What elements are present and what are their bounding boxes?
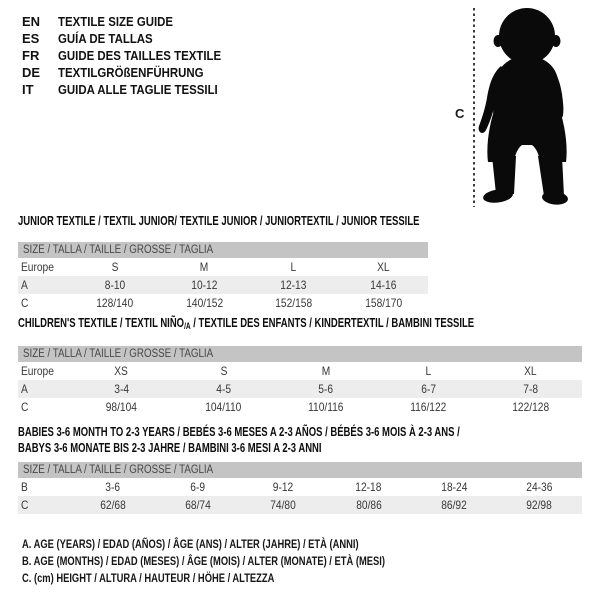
cell: XL bbox=[524, 364, 538, 378]
babies-title-line1: BABIES 3-6 MONTH TO 2-3 YEARS / BEBÉS 3-6 MESES A 2-3 AÑOS / BÉBÉS 3-6 MOIS À 2-3 ANS / bbox=[18, 424, 460, 439]
lang-code: EN bbox=[22, 14, 41, 29]
size-header-bar bbox=[18, 242, 428, 258]
lang-code: FR bbox=[22, 48, 40, 63]
cell: 122/128 bbox=[512, 400, 550, 414]
cell: 14-16 bbox=[370, 278, 397, 292]
cell: L bbox=[290, 260, 297, 274]
cell: 68/74 bbox=[185, 498, 211, 512]
lang-code: DE bbox=[22, 65, 41, 80]
babies-title-line2: BABYS 3-6 MONATE BIS 2-3 JAHRE / BAMBINI 3-6 MESI A 2-3 ANNI bbox=[18, 440, 322, 455]
size-header-text: SIZE / TALLA / TAILLE / GRÖSSE / TAGLIA bbox=[23, 464, 214, 476]
lang-title: TEXTILE SIZE GUIDE bbox=[58, 14, 174, 29]
table-row-c bbox=[18, 294, 428, 312]
footnote-c: C. (cm) HEIGHT / ALTURA / HAUTEUR / HÖHE / ALTEZZA bbox=[22, 571, 275, 585]
cell: 152/158 bbox=[275, 296, 313, 310]
cell: 128/140 bbox=[96, 296, 134, 310]
row-label: C bbox=[21, 400, 29, 414]
table-row-c bbox=[18, 496, 582, 514]
row-label: Europe bbox=[21, 364, 54, 378]
lang-row-de bbox=[22, 64, 243, 81]
lang-title: GUIDE DES TAILLES TEXTILE bbox=[58, 48, 222, 63]
footnote-a: A. AGE (YEARS) / EDAD (AÑOS) / ÂGE (ANS) / ALTER (JAHRE) / ETÀ (ANNI) bbox=[22, 537, 359, 551]
baby-silhouette-icon bbox=[465, 6, 577, 210]
lang-row-it bbox=[22, 81, 243, 98]
cell: 104/110 bbox=[205, 400, 242, 414]
cell: 116/122 bbox=[410, 400, 447, 414]
cell: 4-5 bbox=[216, 382, 231, 396]
cell: XS bbox=[114, 364, 129, 378]
junior-size-table bbox=[18, 242, 428, 312]
cell: M bbox=[200, 260, 209, 274]
cell: 8-10 bbox=[104, 278, 125, 292]
cell: 7-8 bbox=[523, 382, 539, 396]
cell: M bbox=[321, 364, 331, 378]
table-row-c bbox=[18, 398, 582, 416]
size-header-bar bbox=[18, 462, 582, 478]
lang-row-es bbox=[22, 30, 243, 47]
footnotes bbox=[22, 536, 487, 587]
cell: 74/80 bbox=[270, 498, 297, 512]
cell: 3-6 bbox=[105, 480, 121, 494]
table-row-europe bbox=[18, 258, 428, 276]
row-label: C bbox=[21, 296, 29, 310]
table-row-a bbox=[18, 276, 428, 294]
children-table-title-text: CHILDREN'S TEXTILE / TEXTIL $NIÑO_{/A}$ / TEXTILE DES ENFANTS / KINDERTEXTIL / BAMBINI TESSILE bbox=[18, 315, 475, 331]
cell: 5-6 bbox=[318, 382, 334, 396]
row-label: C bbox=[21, 498, 29, 512]
table-row-europe bbox=[18, 362, 582, 380]
title-subscript: /A bbox=[184, 321, 191, 331]
cell: 92/98 bbox=[526, 498, 553, 512]
babies-size-table bbox=[18, 462, 582, 514]
cell: 18-24 bbox=[440, 480, 468, 494]
table-row-b bbox=[18, 478, 582, 496]
cell: 3-4 bbox=[113, 382, 129, 396]
lang-title: GUÍA DE TALLAS bbox=[58, 31, 153, 46]
cell: 110/116 bbox=[308, 400, 344, 414]
lang-code: IT bbox=[22, 82, 34, 97]
cell: 9-12 bbox=[273, 480, 294, 494]
cell: 140/152 bbox=[185, 296, 223, 310]
cell: 158/170 bbox=[364, 296, 402, 310]
children-size-table bbox=[18, 346, 582, 416]
lang-code: ES bbox=[22, 31, 40, 46]
row-label: Europe bbox=[21, 260, 54, 274]
language-title-list bbox=[22, 13, 243, 98]
cell: 12-18 bbox=[355, 480, 382, 494]
cell: XL bbox=[377, 260, 390, 274]
lang-row-en bbox=[22, 13, 243, 30]
lang-row-fr bbox=[22, 47, 243, 64]
row-label: B bbox=[21, 480, 28, 494]
cell: 80/86 bbox=[355, 498, 382, 512]
lang-title: TEXTILGRÖßENFÜHRUNG bbox=[58, 65, 204, 80]
row-label: A bbox=[21, 278, 28, 292]
cell: 10-12 bbox=[191, 278, 218, 292]
lang-title: GUIDA ALLE TAGLIE TESSILI bbox=[58, 82, 218, 97]
cell: 6-9 bbox=[190, 480, 206, 494]
cell: 24-36 bbox=[526, 480, 553, 494]
children-table-title bbox=[18, 315, 600, 331]
cell: S bbox=[220, 364, 228, 378]
size-header-text: SIZE / TALLA / TAILLE / GRÖSSE / TAGLIA bbox=[23, 244, 214, 256]
cell: 98/104 bbox=[105, 400, 137, 414]
row-label: A bbox=[21, 382, 28, 396]
cell: 86/92 bbox=[441, 498, 467, 512]
babies-table-title bbox=[18, 424, 600, 456]
cell: L bbox=[425, 364, 432, 378]
size-header-text: SIZE / TALLA / TAILLE / GRÖSSE / TAGLIA bbox=[23, 348, 214, 360]
height-measure-label: C bbox=[455, 106, 465, 121]
cell: 62/68 bbox=[99, 498, 126, 512]
cell: 6-7 bbox=[421, 382, 436, 396]
junior-table-title bbox=[18, 213, 568, 228]
cell: S bbox=[111, 260, 119, 274]
footnote-b: B. AGE (MONTHS) / EDAD (MESES) / ÂGE (MOIS) / ALTER (MONATE) / ETÀ (MESI) bbox=[22, 554, 385, 568]
size-header-bar bbox=[18, 346, 582, 362]
table-row-a bbox=[18, 380, 582, 398]
cell: 12-13 bbox=[280, 278, 307, 292]
junior-table-title-text: JUNIOR TEXTILE / TEXTIL JUNIOR/ TEXTILE JUNIOR / JUNIORTEXTIL / JUNIOR TESSILE bbox=[18, 213, 420, 228]
